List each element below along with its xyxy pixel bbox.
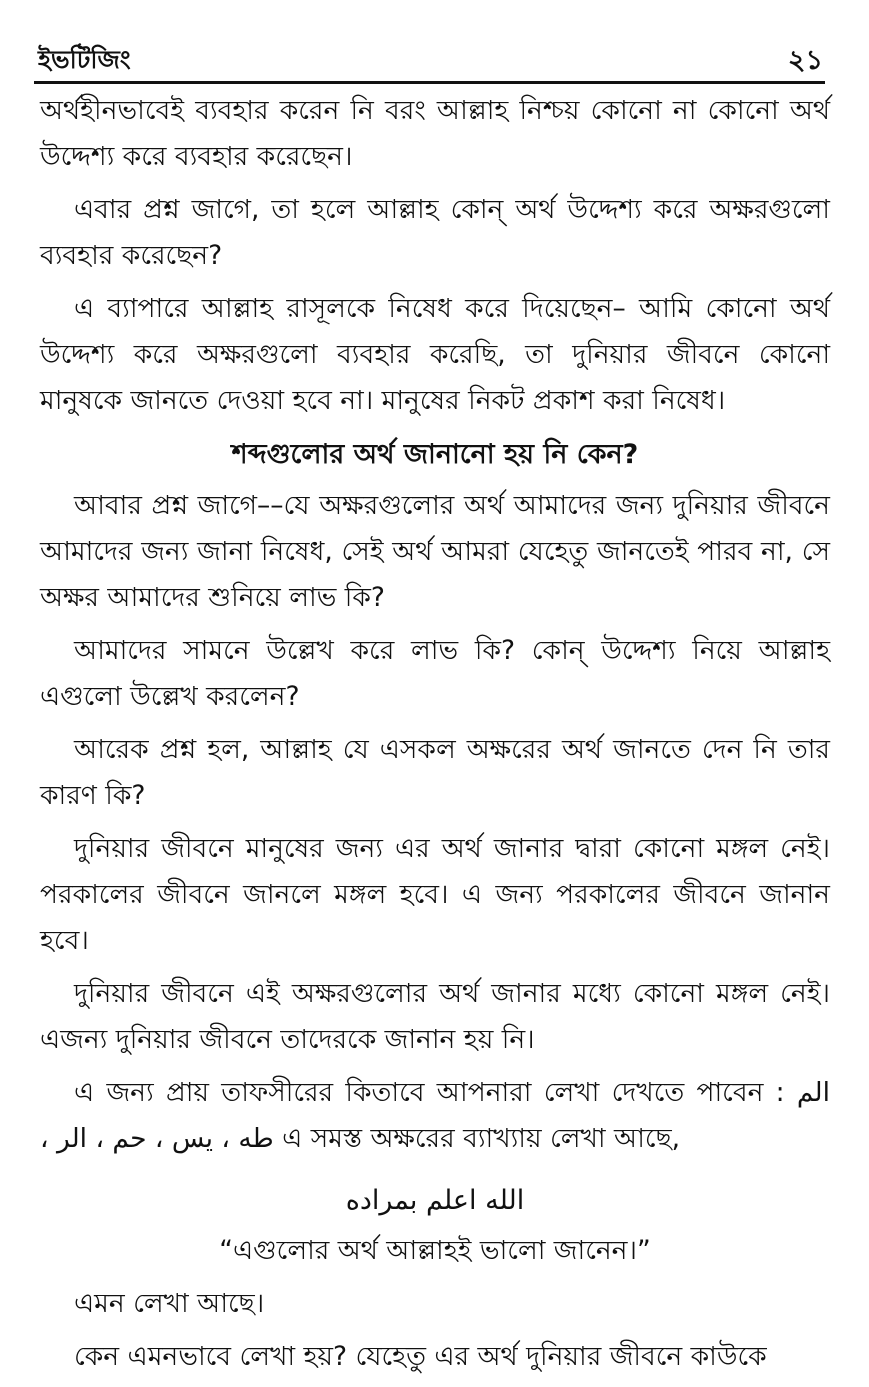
paragraph-2: এবার প্রশ্ন জাগে, তা হলে আল্লাহ কোন্ অর্থ উদ্দেশ্য করে অক্ষরগুলো ব্যবহার করেছেন? xyxy=(40,194,830,271)
page-number: ২১ xyxy=(787,45,823,76)
section-heading: শব্দগুলোর অর্থ জানানো হয় নি কেন? xyxy=(231,439,639,470)
paragraph-8: দুনিয়ার জীবনে এই অক্ষরগুলোর অর্থ জানার মধ্যে কোনো মঙ্গল নেই। এজন্য দুনিয়ার জীবনে তাদেরকে জানান হয় নি। xyxy=(40,978,830,1055)
arabic-letters-alm: الم xyxy=(796,1077,830,1108)
arabic-quote-text: الله اعلم بمراده xyxy=(345,1185,525,1216)
page-body xyxy=(40,88,830,1387)
paragraph-9-lead: এ জন্য প্রায় তাফসীরের কিতাবে আপনারা লেখা দেখতে পাবেন : xyxy=(74,1077,785,1108)
arabic-quote xyxy=(40,1178,830,1224)
paragraph-3: এ ব্যাপারে আল্লাহ রাসূলকে নিষেধ করে দিয়েছেন– আমি কোনো অর্থ উদ্দেশ্য করে অক্ষরগুলো ব্যবহার করেছি, তা দুনিয়ার জীবনে কোনো মানুষকে জানতে দেওয়া হবে না। মানুষের নিকট প্রকাশ করা নিষেধ। xyxy=(40,293,830,416)
paragraph-10: এমন লেখা আছে। xyxy=(74,1288,265,1319)
paragraph-7: দুনিয়ার জীবনে মানুষের জন্য এর অর্থ জানার দ্বারা কোনো মঙ্গল নেই। পরকালের জীবনে জানলে মঙ্গল হবে। এ জন্য পরকালের জীবনে জানান হবে। xyxy=(40,833,830,956)
paragraph-4: আবার প্রশ্ন জাগে––যে অক্ষরগুলোর অর্থ আমাদের জন্য দুনিয়ার জীবনে আমাদের জন্য জানা নিষেধ, সেই অর্থ আমরা যেহেতু জানতেই পারব না, সে অক্ষর আমাদের শুনিয়ে লাভ কি? xyxy=(40,490,830,613)
quote-translation: “এগুলোর অর্থ আল্লাহই ভালো জানেন।” xyxy=(219,1235,651,1266)
arabic-letters-list: طه ، يس ، حم ، الر ، xyxy=(40,1123,274,1154)
paragraph-6: আরেক প্রশ্ন হল, আল্লাহ যে এসকল অক্ষরের অর্থ জানতে দেন নি তার কারণ কি? xyxy=(40,734,830,811)
paragraph-9-tail: এ সমস্ত অক্ষরের ব্যাখ্যায় লেখা আছে, xyxy=(282,1123,681,1154)
running-title: ইভটিজিং xyxy=(38,45,131,74)
header-rule xyxy=(34,81,825,84)
paragraph-9 xyxy=(40,1070,830,1162)
paragraph-5: আমাদের সামনে উল্লেখ করে লাভ কি? কোন্ উদ্দেশ্য নিয়ে আল্লাহ এগুলো উল্লেখ করলেন? xyxy=(40,635,830,712)
paragraph-1: অর্থহীনভাবেই ব্যবহার করেন নি বরং আল্লাহ নিশ্চয় কোনো না কোনো অর্থ উদ্দেশ্য করে ব্যবহার করেছেন। xyxy=(40,95,830,172)
paragraph-11: কেন এমনভাবে লেখা হয়? যেহেতু এর অর্থ দুনিয়ার জীবনে কাউকে xyxy=(74,1341,767,1372)
